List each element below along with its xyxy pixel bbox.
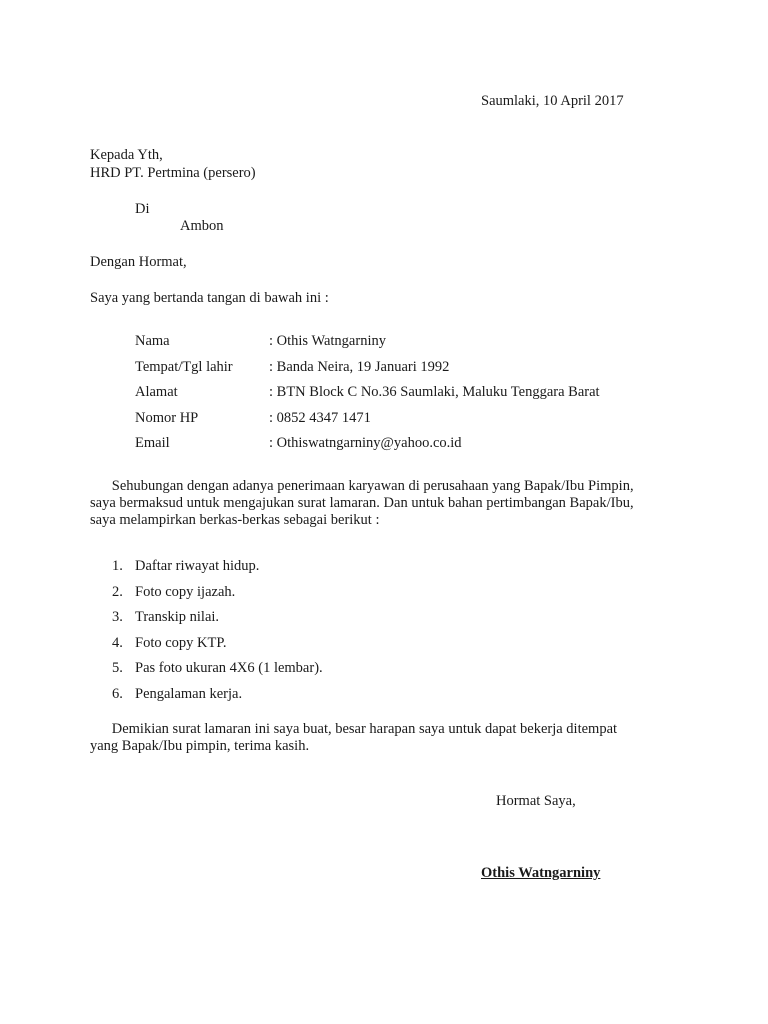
closing-salutation: Hormat Saya,	[496, 793, 576, 809]
identity-label: Alamat	[135, 384, 178, 400]
recipient-di: Di	[135, 201, 150, 217]
list-number: 4.	[112, 634, 123, 651]
identity-value: : BTN Block C No.36 Saumlaki, Maluku Tenggara Barat	[269, 384, 600, 400]
paragraph-line: saya melampirkan berkas-berkas sebagai berikut :	[90, 512, 380, 528]
identity-row-birth	[135, 359, 695, 376]
paragraph-line: Demikian surat lamaran ini saya buat, besar harapan saya untuk dapat bekerja ditempat	[90, 721, 618, 737]
recipient-city: Ambon	[180, 218, 224, 234]
list-text: Daftar riwayat hidup.	[135, 558, 260, 574]
list-number: 5.	[112, 660, 123, 676]
list-text: Foto copy ijazah.	[135, 583, 236, 600]
recipient-salutation: Kepada Yth,	[90, 147, 163, 163]
identity-label: Tempat/Tgl lahir	[135, 358, 233, 375]
place-date: Saumlaki, 10 April 2017	[481, 93, 624, 109]
greeting: Dengan Hormat,	[90, 254, 187, 270]
recipient-company: HRD PT. Pertmina (persero)	[90, 165, 256, 181]
body-paragraph-1	[90, 478, 660, 529]
intro-sentence: Saya yang bertanda tangan di bawah ini :	[90, 290, 329, 306]
identity-row-address	[135, 384, 695, 401]
body-paragraph-2	[90, 721, 660, 755]
list-number: 3.	[112, 609, 123, 625]
paragraph-line: Sehubungan dengan adanya penerimaan karyawan di perusahaan yang Bapak/Ibu Pimpin,	[90, 478, 634, 494]
identity-value: : 0852 4347 1471	[269, 409, 371, 426]
identity-value: : Othis Watngarniny	[269, 333, 386, 349]
identity-value: : Banda Neira, 19 Januari 1992	[269, 358, 450, 375]
identity-label: Nomor HP	[135, 409, 199, 426]
list-text: Pengalaman kerja.	[135, 685, 243, 702]
identity-value: : Othiswatngarniny@yahoo.co.id	[269, 435, 462, 451]
identity-row-nama	[135, 333, 695, 350]
list-number: 1.	[112, 558, 123, 574]
paragraph-line: yang Bapak/Ibu pimpin, terima kasih.	[90, 738, 310, 754]
list-text: Transkip nilai.	[135, 609, 220, 625]
identity-label: Nama	[135, 333, 170, 349]
identity-label: Email	[135, 435, 170, 451]
identity-row-email	[135, 435, 695, 452]
list-text: Pas foto ukuran 4X6 (1 lembar).	[135, 660, 323, 676]
paragraph-line: saya bermaksud untuk mengajukan surat lamaran. Dan untuk bahan pertimbangan Bapak/Ibu,	[90, 495, 634, 511]
list-text: Foto copy KTP.	[135, 634, 227, 651]
list-number: 2.	[112, 583, 123, 600]
signer-name: Othis Watngarniny	[481, 865, 601, 881]
identity-row-phone	[135, 410, 695, 427]
list-number: 6.	[112, 685, 123, 702]
